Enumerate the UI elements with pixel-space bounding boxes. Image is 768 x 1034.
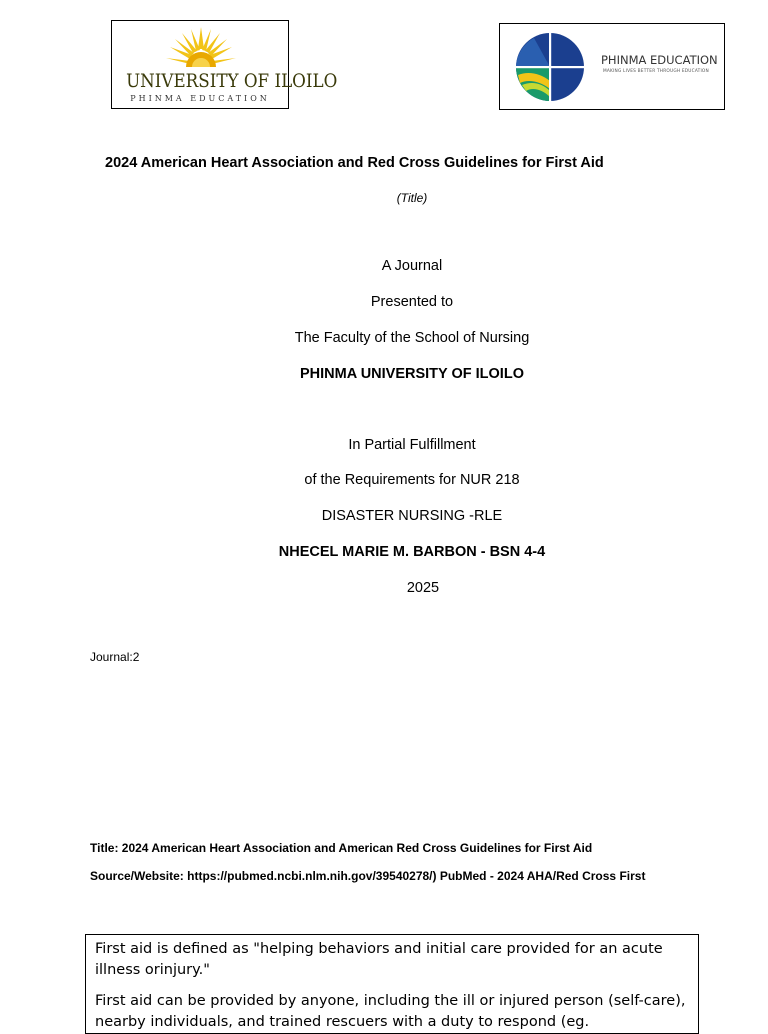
author-name: NHECEL MARIE M. BARBON - BSN 4-4 xyxy=(278,544,546,560)
article-source: Source/Website: https://pubmed.ncbi.nlm.nih.gov/39540278/) PubMed - 2024 AHA/Red Cross First xyxy=(90,869,646,883)
faculty-line: The Faculty of the School of Nursing xyxy=(294,330,530,346)
body-paragraph-2: First aid can be provided by anyone, including the ill or injured person (self-care), nearby individuals, and trained rescuers with a duty to respond (eg. xyxy=(95,993,686,1030)
university-of-iloilo-logo xyxy=(111,20,338,109)
year: 2025 xyxy=(406,580,440,596)
logo-phinma-tagline: MAKING LIVES BETTER THROUGH EDUCATION xyxy=(603,69,709,74)
body-paragraph-1: First aid is defined as "helping behaviors and initial care provided for an acute illness orinjury." xyxy=(95,941,663,978)
presented-to: Presented to xyxy=(370,294,454,310)
logo-university-name: UNIVERSITY OF ILOILO xyxy=(126,70,338,92)
journal-label: A Journal xyxy=(381,258,443,274)
phinma-emblem-icon xyxy=(514,31,586,103)
sun-icon xyxy=(164,25,238,71)
logo-phinma-name: PHINMA EDUCATION xyxy=(601,53,718,67)
university-name: PHINMA UNIVERSITY OF ILOILO xyxy=(300,366,524,382)
title-hint: (Title) xyxy=(396,191,428,205)
journal-number: Journal:2 xyxy=(90,650,140,664)
journal-title: 2024 American Heart Association and Red Cross Guidelines for First Aid xyxy=(105,155,604,171)
article-title: Title: 2024 American Heart Association and American Red Cross Guidelines for First Aid xyxy=(90,841,593,855)
course-name: DISASTER NURSING -RLE xyxy=(321,508,503,524)
journal-body-box xyxy=(85,934,699,1034)
phinma-education-logo xyxy=(499,23,725,110)
partial-fulfillment: In Partial Fulfillment xyxy=(348,437,476,453)
logo-university-subtitle: PHINMA EDUCATION xyxy=(130,94,270,103)
requirements-line: of the Requirements for NUR 218 xyxy=(304,472,520,488)
